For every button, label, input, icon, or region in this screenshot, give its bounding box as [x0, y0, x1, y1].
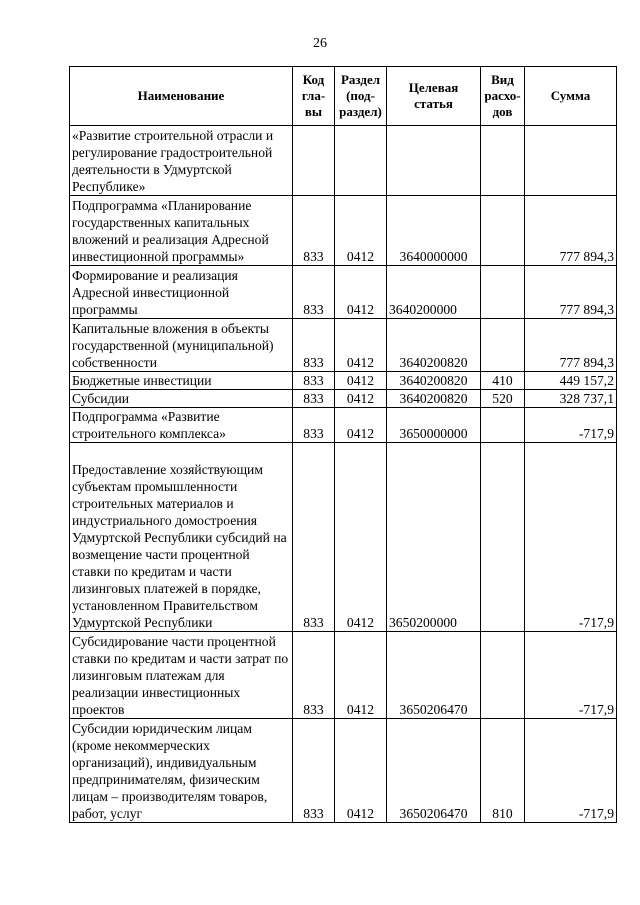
cell-sum: -717,9 [525, 408, 617, 443]
cell-name: «Развитие строительной отрасли и регулирование градостроительной деятельности в Удмуртской Республике» [70, 126, 293, 196]
cell-sum [525, 126, 617, 196]
cell-chapter: 833 [293, 443, 335, 632]
cell-name: Субсидии юридическим лицам (кроме некоммерческих организаций), индивидуальным предпринимателям, физическим лицам – производителям товаров, работ, услуг [70, 719, 293, 823]
header-target-article: Целевая статья [387, 67, 481, 126]
cell-expense [481, 196, 525, 266]
cell-chapter: 833 [293, 266, 335, 319]
cell-chapter: 833 [293, 196, 335, 266]
cell-target: 3640000000 [387, 196, 481, 266]
cell-section: 0412 [335, 719, 387, 823]
table-row [70, 632, 617, 719]
cell-target: 3640200820 [387, 319, 481, 372]
cell-chapter: 833 [293, 390, 335, 408]
header-chapter-code: Код гла-вы [293, 67, 335, 126]
cell-target: 3650200000 [387, 443, 481, 632]
cell-expense [481, 126, 525, 196]
cell-target: 3650206470 [387, 719, 481, 823]
cell-name: Бюджетные инвестиции [70, 372, 293, 390]
table-row [70, 719, 617, 823]
cell-sum: 777 894,3 [525, 319, 617, 372]
cell-section: 0412 [335, 196, 387, 266]
cell-chapter [293, 126, 335, 196]
table-row [70, 126, 617, 196]
cell-name: Субсидирование части процентной ставки по кредитам и части затрат по лизинговым платежам для реализации инвестиционных проектов [70, 632, 293, 719]
cell-expense [481, 319, 525, 372]
cell-expense [481, 408, 525, 443]
cell-chapter: 833 [293, 319, 335, 372]
header-section: Раздел (под-раздел) [335, 67, 387, 126]
cell-chapter: 833 [293, 408, 335, 443]
cell-target [387, 126, 481, 196]
table-row [70, 196, 617, 266]
cell-sum: -717,9 [525, 443, 617, 632]
cell-expense [481, 443, 525, 632]
cell-sum: 777 894,3 [525, 196, 617, 266]
cell-target: 3650000000 [387, 408, 481, 443]
cell-expense: 410 [481, 372, 525, 390]
cell-target: 3640200820 [387, 372, 481, 390]
budget-table [69, 66, 617, 823]
header-name: Наименование [70, 67, 293, 126]
table-row [70, 266, 617, 319]
table-row [70, 319, 617, 372]
cell-section: 0412 [335, 390, 387, 408]
cell-target: 3640200000 [387, 266, 481, 319]
cell-name: Подпрограмма «Планирование государственных капитальных вложений и реализация Адресной инвестиционной программы» [70, 196, 293, 266]
cell-section: 0412 [335, 443, 387, 632]
table-row [70, 408, 617, 443]
cell-sum: 777 894,3 [525, 266, 617, 319]
cell-sum: 449 157,2 [525, 372, 617, 390]
cell-sum: 328 737,1 [525, 390, 617, 408]
cell-target: 3650206470 [387, 632, 481, 719]
cell-chapter: 833 [293, 372, 335, 390]
cell-section: 0412 [335, 372, 387, 390]
cell-expense [481, 632, 525, 719]
cell-section [335, 126, 387, 196]
cell-expense [481, 266, 525, 319]
cell-sum: -717,9 [525, 719, 617, 823]
cell-name: Формирование и реализация Адресной инвестиционной программы [70, 266, 293, 319]
cell-section: 0412 [335, 632, 387, 719]
table-row [70, 372, 617, 390]
header-sum: Сумма [525, 67, 617, 126]
cell-expense: 520 [481, 390, 525, 408]
cell-name: Субсидии [70, 390, 293, 408]
cell-sum: -717,9 [525, 632, 617, 719]
cell-name: Капитальные вложения в объекты государственной (муниципальной) собственности [70, 319, 293, 372]
table-header-row [70, 67, 617, 126]
page-number: 26 [313, 36, 327, 51]
cell-expense: 810 [481, 719, 525, 823]
cell-name: Предоставление хозяйствующим субъектам промышленности строительных материалов и индустриального домостроения Удмуртской Республики субсидий на возмещение части процентной ставки по кредитам и части лизинговых платежей в порядке, установленном Правительством Удмуртской Республики [70, 443, 293, 632]
cell-section: 0412 [335, 266, 387, 319]
header-expense-type: Вид расхо-дов [481, 67, 525, 126]
cell-chapter: 833 [293, 719, 335, 823]
table-row [70, 443, 617, 632]
cell-section: 0412 [335, 319, 387, 372]
cell-name: Подпрограмма «Развитие строительного комплекса» [70, 408, 293, 443]
table-row [70, 390, 617, 408]
cell-section: 0412 [335, 408, 387, 443]
cell-target: 3640200820 [387, 390, 481, 408]
cell-chapter: 833 [293, 632, 335, 719]
